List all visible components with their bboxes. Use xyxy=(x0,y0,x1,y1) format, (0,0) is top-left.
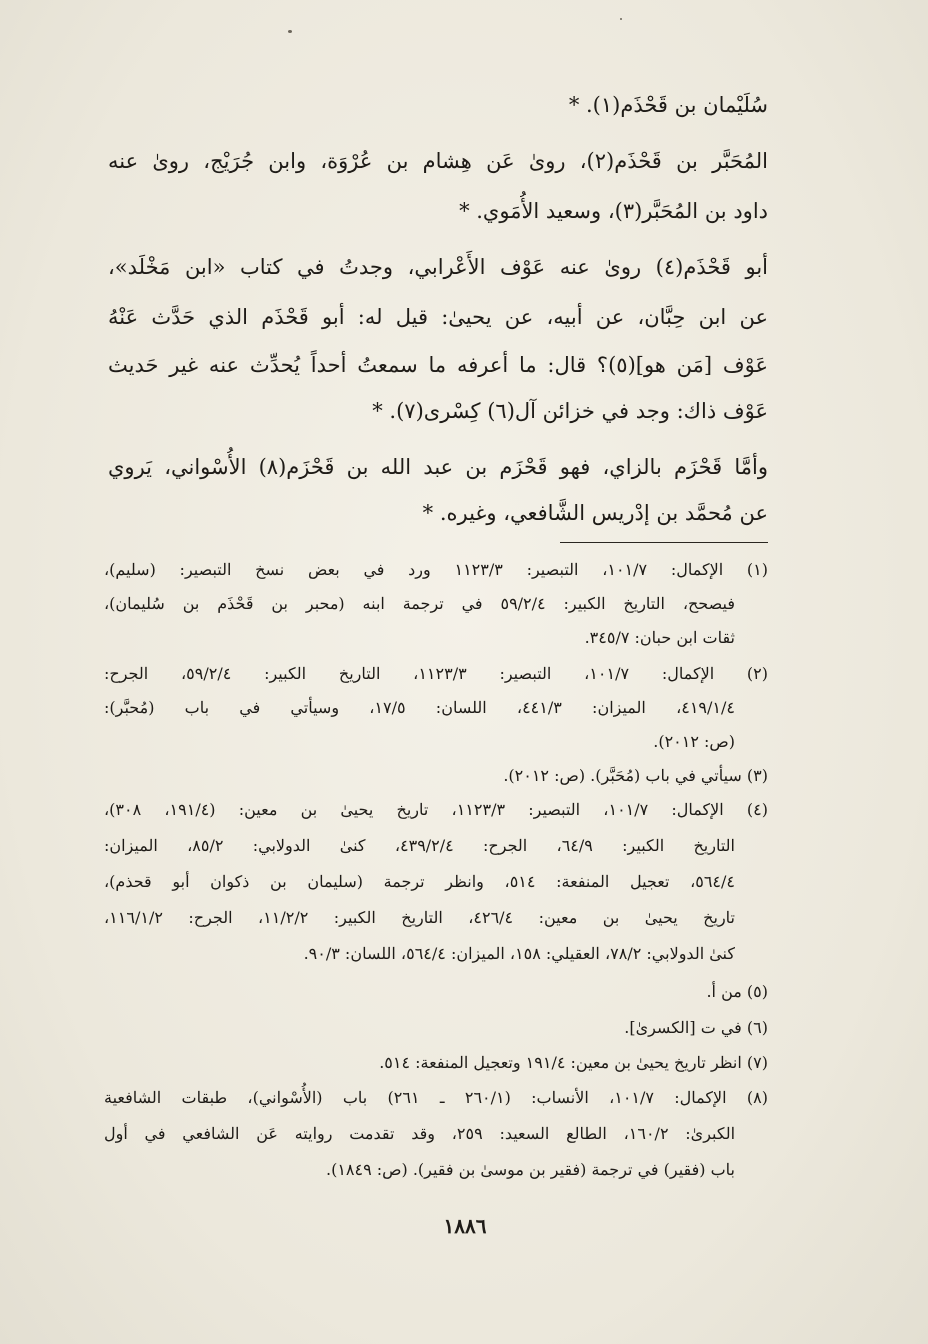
footnote-line: ٥٦٤/٤، تعجيل المنفعة: ٥١٤، وانظر ترجمة (سليمان بن ذكوان أبو قحذم)، xyxy=(104,872,735,891)
footnote-separator xyxy=(560,542,768,543)
entry-line: عَوْف ذاك: وجد في خزائن آل(٦) كِسْرى(٧). * xyxy=(372,399,768,423)
entry-heading-sulayman: سُلَيْمان بن قَحْذَم(١). * xyxy=(568,93,768,117)
footnote-line: باب (فقير) في ترجمة (فقير بن موسىٰ بن فقير). (ص: ١٨٤٩). xyxy=(325,1160,735,1179)
scan-speck xyxy=(288,30,292,33)
entry-line: عن مُحمَّد بن إدْريس الشَّافعي، وغيره. * xyxy=(422,501,768,525)
footnote-line: كنىٰ الدولابي: ٧٨/٢، العقيلي: ١٥٨، الميزان: ٥٦٤/٤، اللسان: ٩٠/٣. xyxy=(303,944,735,963)
footnote-line: (٦) في ت [الكسرىٰ]. xyxy=(624,1018,768,1037)
entry-line: عَوْف [مَن هو](٥)؟ قال: ما أعرفه ما سمعتُ أحداً يُحدِّث عنه غير حَديث xyxy=(108,353,768,377)
scan-speck xyxy=(620,18,622,20)
footnote-line: (ص: ٢٠١٢). xyxy=(653,732,735,751)
footnote-line: (٧) انظر تاريخ يحيىٰ بن معين: ١٩١/٤ وتعجيل المنفعة: ٥١٤. xyxy=(379,1053,768,1072)
footnote-line: ٤١٩/١/٤، الميزان: ٤٤١/٣، اللسان: ١٧/٥، وسيأتي في باب (مُحبَّر): xyxy=(104,698,735,717)
entry-line: المُحَبَّر بن قَحْذَم(٢)، روىٰ عَن هِشام بن عُرْوَة، وابن جُرَيْج، روىٰ عنه xyxy=(108,149,768,173)
footnote-line: (١) الإكمال: ١٠١/٧، التبصير: ١١٢٣/٣ ورد في بعض نسخ التبصير: (سليم)، xyxy=(104,560,768,579)
entry-line: عن ابن حِبَّان، عن أبيه، عن يحيىٰ: قيل له: أبو قَحْذَم الذي حَدَّث عَنْهُ xyxy=(108,305,768,329)
footnote-line: (٣) سيأتي في باب (مُحَبَّر). (ص: ٢٠١٢). xyxy=(503,766,768,785)
footnote-line: (٥) من أ. xyxy=(706,982,768,1001)
footnote-line: فيصحح، التاريخ الكبير: ٥٩/٢/٤ في ترجمة ابنه (محبر بن قَحْذَم بن سُليمان)، xyxy=(104,594,735,613)
entry-line: أبو قَحْذَم(٤) روىٰ عنه عَوْف الأَعْرابي، وجدتُ في كتاب «ابن مَخْلَد»، xyxy=(108,255,768,279)
footnote-line: (٤) الإكمال: ١٠١/٧، التبصير: ١١٢٣/٣، تاريخ يحيىٰ بن معين: (١٩١/٤، ٣٠٨)، xyxy=(104,800,768,819)
entry-line: وأمَّا قَحْزَم بالزاي، فهو قَحْزَم بن عبد الله بن قَحْزَم(٨) الأُسْواني، يَروي xyxy=(108,455,768,479)
footnote-line: (٢) الإكمال: ١٠١/٧، التبصير: ١١٢٣/٣، التاريخ الكبير: ٥٩/٢/٤، الجرح: xyxy=(104,664,768,683)
footnote-line: تاريخ يحيىٰ بن معين: ٤٢٦/٤، التاريخ الكبير: ١١/٢/٢، الجرح: ١١٦/١/٢، xyxy=(104,908,735,927)
page-number: ١٨٨٦ xyxy=(443,1214,487,1238)
footnote-line: الكبرىٰ: ١٦٠/٢، الطالع السعيد: ٢٥٩، وقد تقدمت روايته عَن الشافعي في أول xyxy=(104,1124,735,1143)
footnote-line: (٨) الإكمال: ١٠١/٧، الأنساب: (٢٦٠/١ ـ ٢٦١) باب (الأُسْواني)، طبقات الشافعية xyxy=(104,1088,768,1107)
entry-line: داود بن المُحَبَّر(٣)، وسعيد الأُمَوي. * xyxy=(459,199,768,223)
footnote-line: التاريخ الكبير: ٦٤/٩، الجرح: ٤٣٩/٢/٤، كنىٰ الدولابي: ٨٥/٢، الميزان: xyxy=(104,836,735,855)
footnote-line: ثقات ابن حبان: ٣٤٥/٧. xyxy=(584,628,735,647)
